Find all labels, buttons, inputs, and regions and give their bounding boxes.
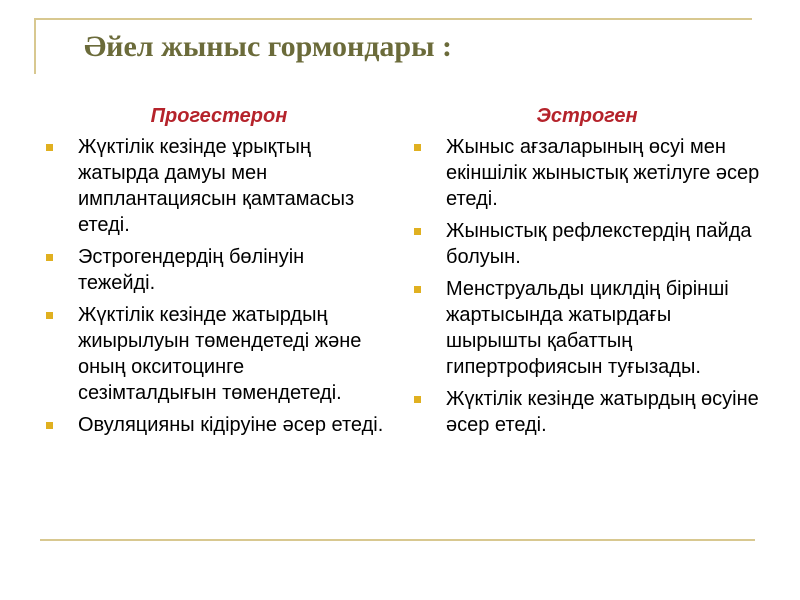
bullet-list <box>44 134 384 438</box>
list-item-text: Менструальды циклдің бірінші жартысында жатырдағы шырышты қабаттың гипертрофиясын туғызады. <box>446 278 729 378</box>
list-item-text: Жыныстық рефлекстердің пайда болуын. <box>446 220 752 268</box>
list-item <box>412 386 762 438</box>
list-item-text: Овуляцияны кідіруіне әсер етеді. <box>78 414 384 436</box>
column-estrogen <box>412 104 762 444</box>
list-item <box>44 412 384 438</box>
list-item <box>412 134 762 212</box>
list-item <box>412 218 762 270</box>
square-bullet-icon <box>46 312 53 319</box>
column-heading: Эстроген <box>536 105 638 127</box>
square-bullet-icon <box>414 286 421 293</box>
list-item-text: Эстрогендердің бөлінуін тежейді. <box>78 246 305 294</box>
list-item <box>44 134 384 238</box>
square-bullet-icon <box>414 396 421 403</box>
column-progesterone <box>44 104 384 444</box>
frame-left-line <box>34 18 36 74</box>
frame-top-line <box>34 18 752 20</box>
list-item-text: Жүктілік кезінде жатырдың жиырылуын төмендетеді және оның окситоцинге сезімталдығын төмендетеді. <box>78 304 362 404</box>
bullet-list <box>412 134 762 438</box>
list-item-text: Жыныс ағзаларының өсуі мен екіншілік жыныстық жетілуге әсер етеді. <box>446 136 760 210</box>
slide-title: Әйел жыныс гормондары : <box>84 30 452 63</box>
frame-bottom-line <box>40 539 755 541</box>
list-item-text: Жүктілік кезінде ұрықтың жатырда дамуы мен имплантациясын қамтамасыз етеді. <box>78 136 355 236</box>
list-item <box>44 302 384 406</box>
square-bullet-icon <box>414 144 421 151</box>
square-bullet-icon <box>46 144 53 151</box>
square-bullet-icon <box>414 228 421 235</box>
list-item-text: Жүктілік кезінде жатырдың өсуіне әсер етеді. <box>446 388 759 436</box>
column-heading: Прогестерон <box>150 105 288 127</box>
list-item <box>412 276 762 380</box>
square-bullet-icon <box>46 254 53 261</box>
square-bullet-icon <box>46 422 53 429</box>
list-item <box>44 244 384 296</box>
